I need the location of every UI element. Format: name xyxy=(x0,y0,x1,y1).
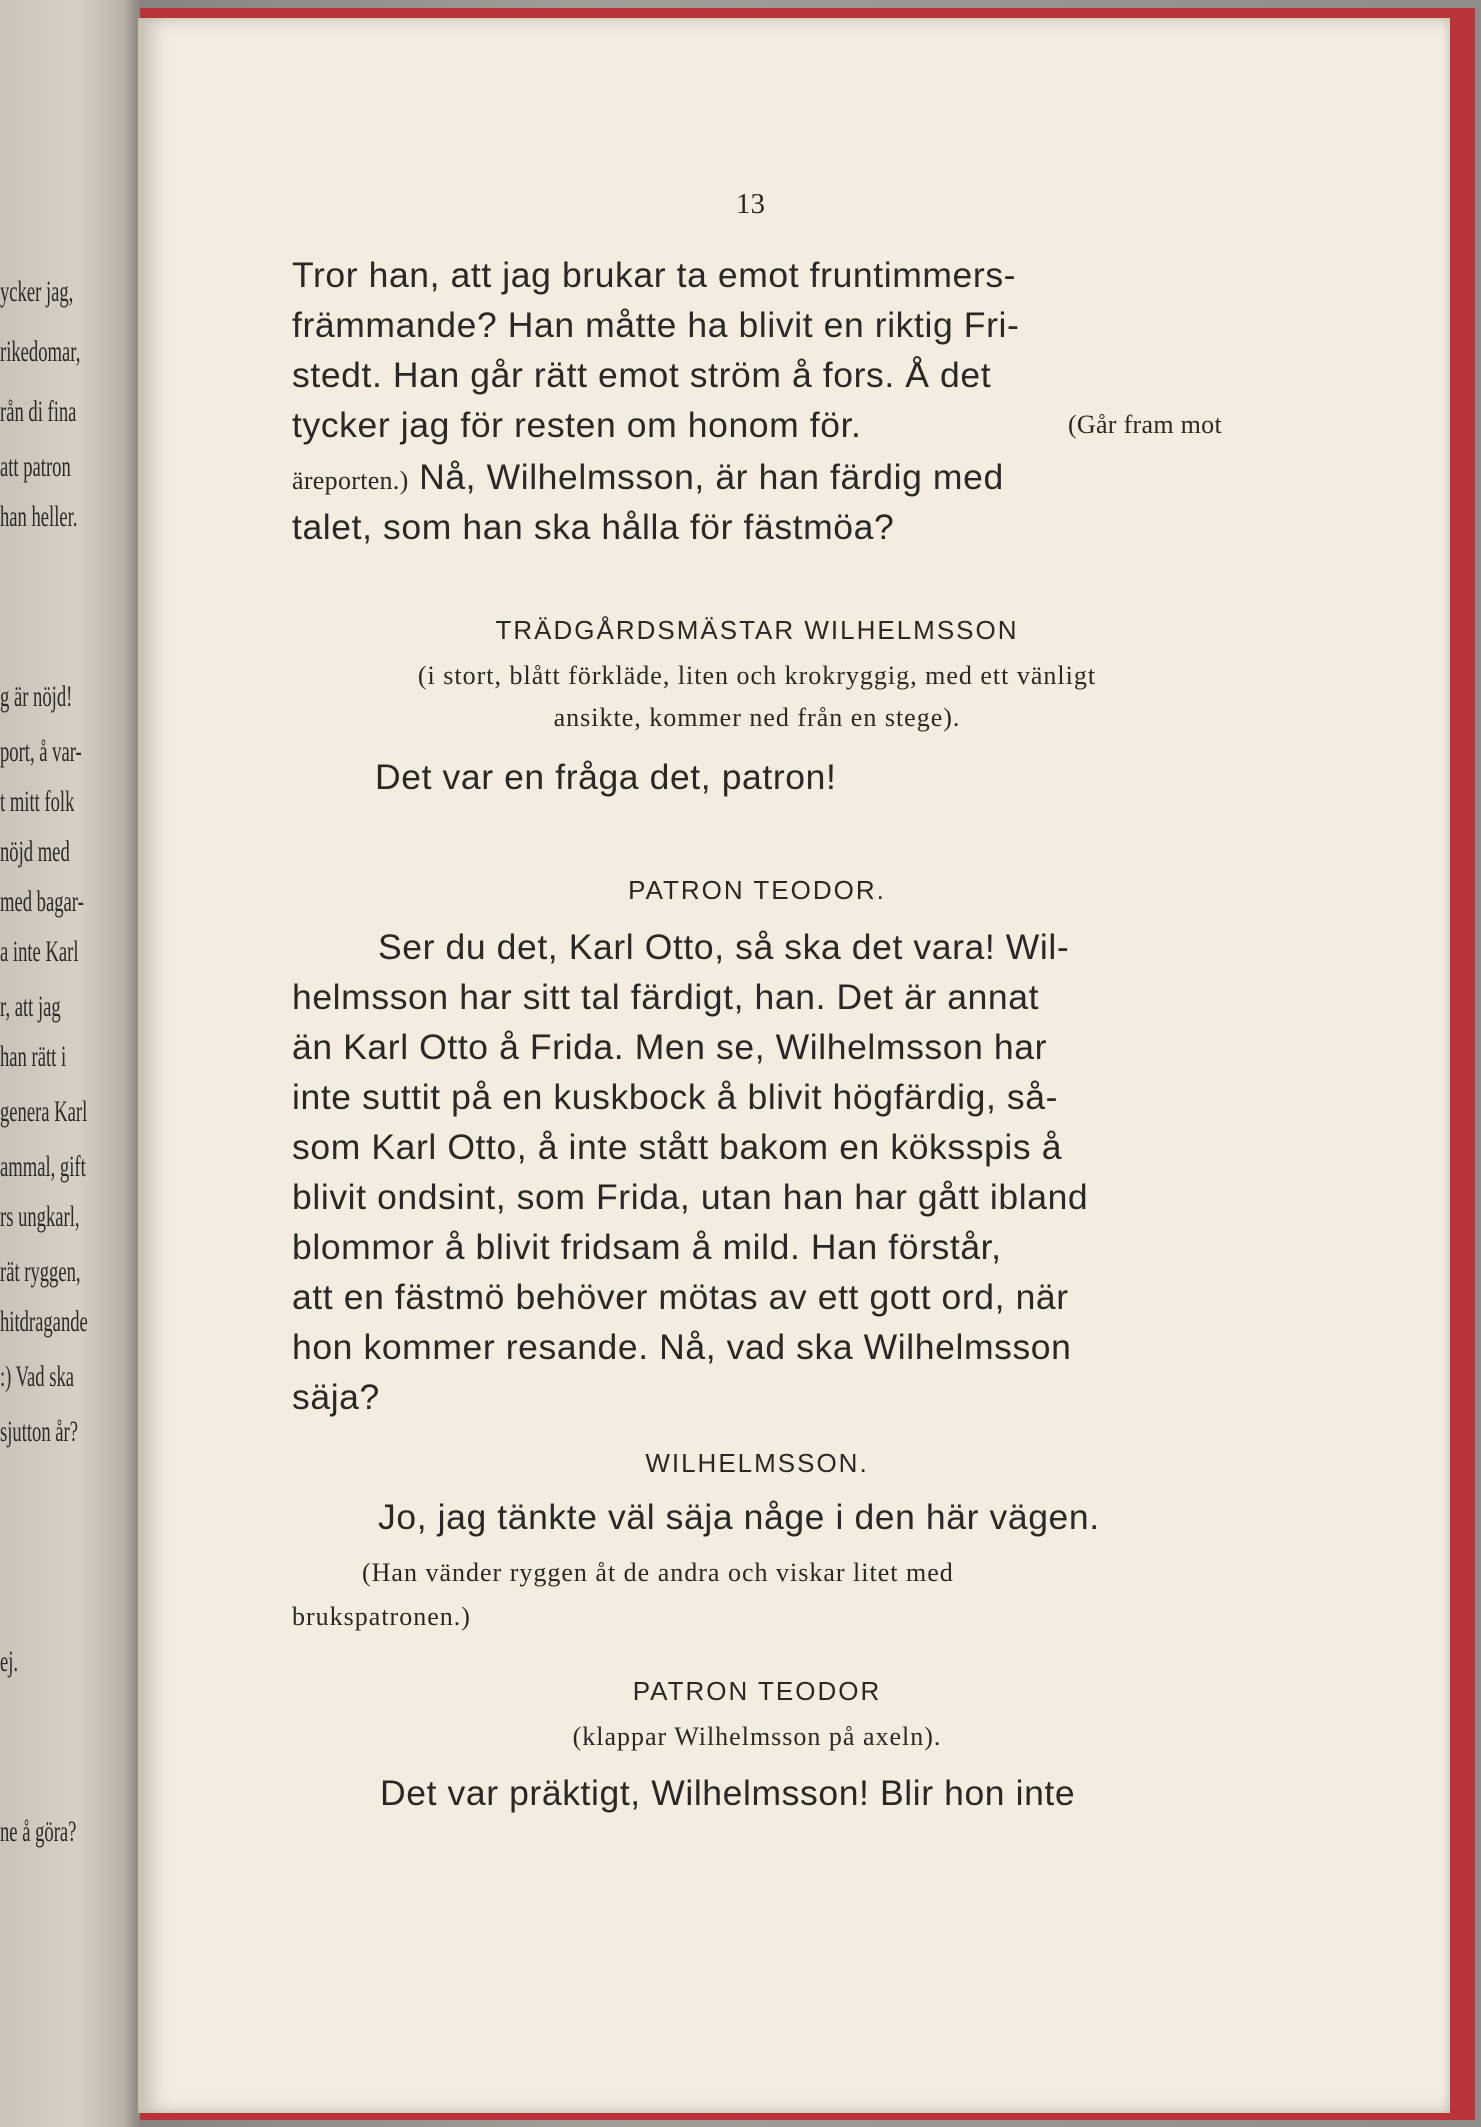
speech-line: Det var präktigt, Wilhelmsson! Blir hon inte xyxy=(380,1773,1076,1813)
stage-direction: ansikte, kommer ned från en stege). xyxy=(553,703,961,732)
left-line: ammal, gift xyxy=(0,1150,86,1183)
left-line: ycker jag, xyxy=(0,275,74,308)
speech-text: Nå, Wilhelmsson, är han färdig med xyxy=(419,457,1004,497)
left-line: rikedomar, xyxy=(0,335,81,368)
stage-direction: (klappar Wilhelmsson på axeln). xyxy=(572,1722,942,1751)
speech-line: inte suttit på en kuskbock å blivit högfärdig, så- xyxy=(292,1077,1059,1117)
left-line: ej. xyxy=(0,1645,19,1678)
speech-line: Det var en fråga det, patron! xyxy=(375,757,837,797)
left-line: r, att jag xyxy=(0,990,61,1023)
speech-line: blivit ondsint, som Frida, utan han har gått ibland xyxy=(292,1177,1089,1217)
speech-line: Tror han, att jag brukar ta emot fruntimmers- xyxy=(292,255,1017,295)
speech-text: tycker jag för resten om honom för. xyxy=(292,405,862,445)
speech-line: Ser du det, Karl Otto, så ska det vara! Wil- xyxy=(378,927,1070,967)
speaker-name: TRÄDGÅRDSMÄSTAR WILHELMSSON xyxy=(495,615,1019,645)
stage-direction: (Han vänder ryggen åt de andra och viskar litet med xyxy=(362,1558,954,1587)
speaker-name: WILHELMSSON. xyxy=(645,1448,869,1478)
stage-direction: äreporten.) xyxy=(292,466,409,495)
speech-line: främmande? Han måtte ha blivit en riktig Fri- xyxy=(292,305,1020,345)
speech-line: säja? xyxy=(292,1377,380,1417)
speech-line: som Karl Otto, å inte stått bakom en köksspis å xyxy=(292,1127,1063,1167)
left-line: rs ungkarl, xyxy=(0,1200,80,1233)
left-line: han rätt i xyxy=(0,1040,67,1073)
speech-line xyxy=(292,400,1222,450)
left-line: :) Vad ska xyxy=(0,1360,75,1393)
speech-line xyxy=(292,452,1222,506)
page-number: 13 xyxy=(736,188,765,220)
speech-line: hon kommer resande. Nå, vad ska Wilhelmsson xyxy=(292,1327,1072,1367)
stage-direction: brukspatronen.) xyxy=(292,1602,471,1631)
speaker-name: PATRON TEODOR xyxy=(632,1676,882,1706)
left-line: rån di fina xyxy=(0,395,77,428)
left-page xyxy=(0,0,140,2127)
left-line: port, å var- xyxy=(0,735,82,768)
left-line: t mitt folk xyxy=(0,785,75,818)
speech-line: stedt. Han går rätt emot ström å fors. Å det xyxy=(292,355,992,395)
stage-direction: (i stort, blått förkläde, liten och krokryggig, med ett vänligt xyxy=(417,661,1097,690)
left-line: hitdragande xyxy=(0,1305,88,1338)
speech-line: blommor å blivit fridsam å mild. Han förstår, xyxy=(292,1227,1002,1267)
left-line: med bagar- xyxy=(0,885,84,918)
left-line: han heller. xyxy=(0,500,78,533)
left-line: ne å göra? xyxy=(0,1815,77,1848)
left-line: nöjd med xyxy=(0,835,70,868)
speech-line: helmsson har sitt tal färdigt, han. Det är annat xyxy=(292,977,1040,1017)
left-line: rät ryggen, xyxy=(0,1255,81,1288)
left-line: a inte Karl xyxy=(0,935,79,968)
speaker-name: PATRON TEODOR. xyxy=(628,875,886,905)
left-line: g är nöjd! xyxy=(0,680,73,713)
left-line: att patron xyxy=(0,450,71,483)
speech-line: talet, som han ska hålla för fästmöa? xyxy=(292,507,895,547)
speech-line: Jo, jag tänkte väl säja någe i den här vägen. xyxy=(378,1497,1100,1537)
stage-direction: (Går fram mot xyxy=(1067,410,1222,439)
left-line: genera Karl xyxy=(0,1095,88,1128)
left-line: sjutton år? xyxy=(0,1415,79,1448)
speech-line: än Karl Otto å Frida. Men se, Wilhelmsson har xyxy=(292,1027,1048,1067)
speech-line: att en fästmö behöver mötas av ett gott ord, när xyxy=(292,1277,1069,1317)
